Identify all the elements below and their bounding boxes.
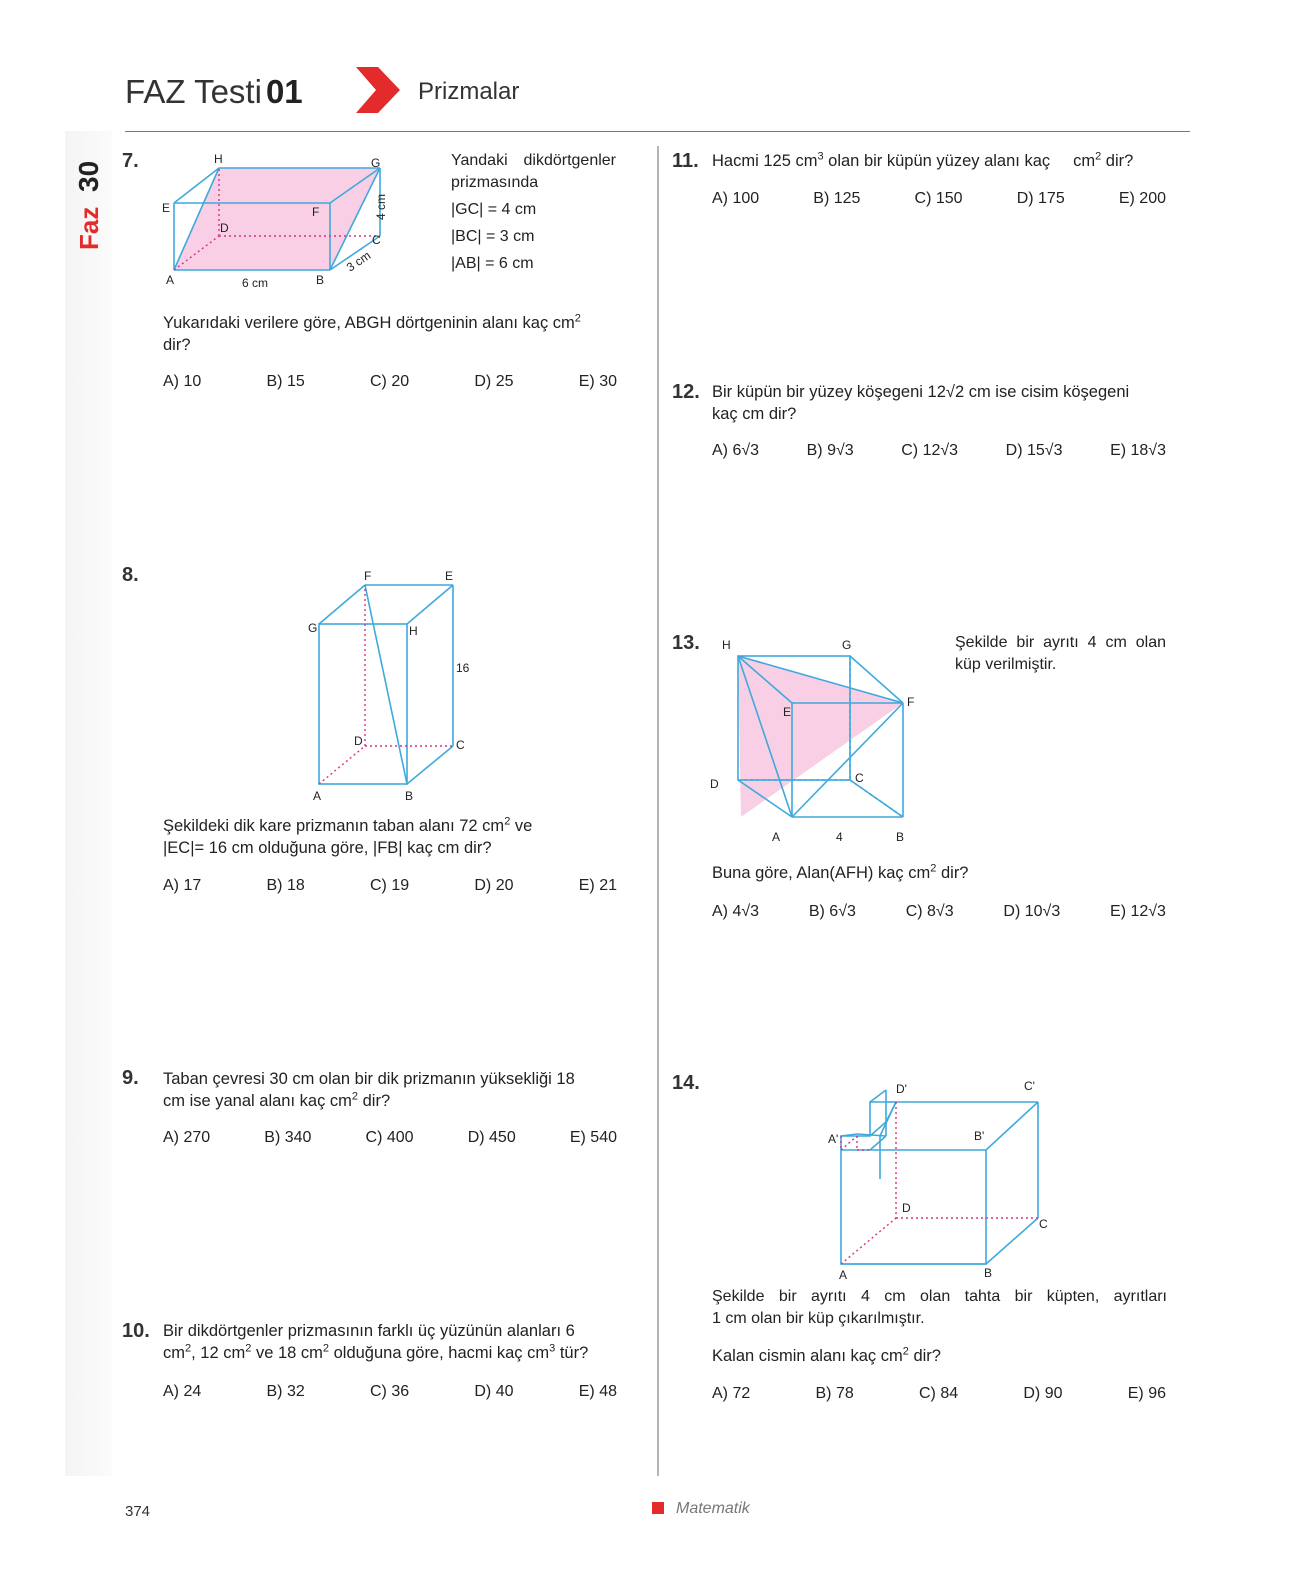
question-12-options (712, 442, 1166, 460)
question-11-options (712, 190, 1166, 208)
option-c[interactable]: C) 84 (919, 1385, 959, 1402)
dim-ab: 4 (836, 830, 843, 844)
question-number-13: 13. (672, 632, 700, 654)
option-a[interactable]: A) 24 (163, 1383, 202, 1400)
test-number: 01 (265, 73, 303, 110)
label-f: F (312, 205, 320, 219)
question-8-options (163, 877, 617, 895)
option-e[interactable]: E) 200 (1118, 190, 1166, 207)
label-a: A (772, 830, 781, 844)
label-b: B (316, 273, 325, 287)
label-a: A (313, 789, 322, 803)
option-b[interactable]: B) 340 (264, 1129, 312, 1146)
option-a[interactable]: A) 10 (163, 373, 202, 390)
label-b: B (984, 1266, 993, 1280)
option-c[interactable]: C) 19 (370, 877, 410, 894)
question-7-info: Yandaki dikdörtgenler prizmasında |GC| = 4 cm |BC| = 3 cm |AB| = 6 cm (451, 152, 616, 272)
label-f: F (364, 569, 372, 583)
option-d[interactable]: D) 175 (1016, 190, 1065, 207)
header-divider (125, 131, 1190, 132)
dim-ab: 6 cm (242, 276, 269, 290)
question-7-text: Yukarıdaki verilere göre, ABGH dörtgeninin alanı kaç $cm^2$ dir? (163, 312, 581, 354)
option-e[interactable]: E) 48 (578, 1383, 617, 1400)
label-d-prime: D' (896, 1082, 907, 1096)
option-a[interactable]: A) 6√3 (712, 442, 760, 459)
option-d[interactable]: D) 20 (474, 877, 514, 894)
option-e[interactable]: E) 18√3 (1110, 442, 1166, 459)
label-c: C (372, 233, 381, 247)
label-g: G (842, 638, 852, 652)
dim-bc: 3 cm (343, 248, 374, 275)
label-b: B (896, 830, 905, 844)
option-a[interactable]: A) 4√3 (712, 903, 760, 920)
question-number-12: 12. (672, 381, 700, 403)
label-d: D (710, 777, 719, 791)
option-c[interactable]: C) 8√3 (905, 903, 954, 920)
option-e[interactable]: E) 21 (578, 877, 617, 894)
option-b[interactable]: B) 18 (266, 877, 305, 894)
option-d[interactable]: D) 90 (1023, 1385, 1063, 1402)
label-h: H (409, 624, 418, 638)
option-c[interactable]: C) 12√3 (901, 442, 959, 459)
side-tab-number: 30 (73, 160, 104, 192)
label-e: E (445, 569, 454, 583)
question-number-8: 8. (122, 564, 139, 586)
option-d[interactable]: D) 40 (474, 1383, 514, 1400)
question-7-figure (160, 150, 420, 295)
option-d[interactable]: D) 450 (467, 1129, 516, 1146)
chevron-right-icon (356, 67, 402, 113)
question-13-text: Buna göre, Alan(AFH) kaç $cm^2$ dir? (712, 862, 969, 882)
question-14-question: Kalan cismin alanı kaç $cm^2$ dir? (712, 1345, 941, 1365)
label-e: E (162, 201, 171, 215)
question-7-options (163, 373, 617, 391)
option-c[interactable]: C) 400 (365, 1129, 414, 1146)
option-d[interactable]: D) 15√3 (1005, 442, 1063, 459)
question-8-figure (300, 565, 490, 810)
label-a: A (839, 1268, 848, 1282)
question-13-info: Şekilde bir ayrıtı 4 cm olan küp verilmiştir. (955, 634, 1166, 673)
label-b-prime: B' (974, 1129, 985, 1143)
option-b[interactable]: B) 6√3 (808, 903, 856, 920)
option-b[interactable]: B) 125 (813, 190, 861, 207)
dim-gc: 4 cm (374, 193, 388, 220)
option-b[interactable]: B) 15 (266, 373, 305, 390)
question-number-11: 11. (672, 150, 699, 172)
question-9-text: Taban çevresi 30 cm olan bir dik prizmanın yüksekliği 18 cm ise yanal alanı kaç $cm^2$ dir? (163, 1070, 575, 1110)
side-tab-logo (66, 150, 112, 260)
question-11-text: Hacmi 125 $cm^3$ olan bir küpün yüzey alanı kaç $cm^2$ dir? (712, 150, 1134, 170)
label-d: D (220, 221, 229, 235)
question-14-figure (820, 1078, 1060, 1283)
question-14-options (712, 1385, 1166, 1403)
side-tab-brand: Faz (74, 206, 104, 250)
question-10-options (163, 1383, 617, 1401)
option-c[interactable]: C) 36 (370, 1383, 410, 1400)
option-d[interactable]: D) 25 (474, 373, 514, 390)
label-a: A (166, 273, 175, 287)
option-c[interactable]: C) 20 (370, 373, 410, 390)
dim-ec: 16 (456, 661, 470, 675)
question-12-text: Bir küpün bir yüzey köşegeni 12√2 cm ise cisim köşegeni kaç cm dir? (712, 383, 1130, 423)
label-d: D (902, 1201, 911, 1215)
option-a[interactable]: A) 72 (712, 1385, 751, 1402)
option-a[interactable]: A) 100 (712, 190, 760, 207)
question-9-options (163, 1129, 617, 1147)
option-e[interactable]: E) 540 (569, 1129, 617, 1146)
shaded-abgh (174, 168, 380, 270)
label-h: H (722, 638, 731, 652)
footer-subject: Matematik (652, 1500, 750, 1518)
label-c: C (456, 738, 465, 752)
side-band (65, 131, 112, 1476)
option-b[interactable]: B) 9√3 (806, 442, 854, 459)
label-c: C (1039, 1217, 1048, 1231)
option-e[interactable]: E) 96 (1127, 1385, 1166, 1402)
label-h: H (214, 152, 223, 166)
label-a-prime: A' (828, 1132, 839, 1146)
option-d[interactable]: D) 10√3 (1003, 903, 1061, 920)
question-13-options (712, 903, 1166, 921)
page-number: 374 (125, 1503, 151, 1520)
option-a[interactable]: A) 270 (163, 1129, 211, 1146)
label-c-prime: C' (1024, 1079, 1035, 1093)
square-bullet-icon (652, 1502, 664, 1514)
label-d: D (354, 734, 363, 748)
question-10-text: Bir dikdörtgenler prizmasının farklı üç yüzünün alanları 6 $cm^2$, 12 $cm^2$ ve 18 $cm^2$ olduğuna göre, hacmi kaç $cm^3$ tür? (163, 1322, 589, 1362)
option-b[interactable]: B) 32 (266, 1383, 305, 1400)
question-number-7: 7. (122, 150, 139, 172)
column-divider (657, 146, 659, 1476)
option-e[interactable]: E) 12√3 (1110, 903, 1166, 920)
option-a[interactable]: A) 17 (163, 877, 202, 894)
label-g: G (308, 621, 318, 635)
label-f: F (907, 695, 915, 709)
question-number-14: 14. (672, 1072, 700, 1094)
label-e: E (783, 705, 792, 719)
test-title: FAZ Testi 01 (125, 73, 303, 110)
option-b[interactable]: B) 78 (815, 1385, 854, 1402)
question-14-text: Şekilde bir ayrıtı 4 cm olan tahta bir küpten, ayrıtları 1 cm olan bir küp çıkarılmıştır. (712, 1288, 1167, 1327)
option-c[interactable]: C) 150 (914, 190, 963, 207)
label-g: G (371, 156, 381, 170)
question-number-10: 10. (122, 1320, 150, 1342)
label-b: B (405, 789, 414, 803)
question-13-figure (705, 633, 930, 848)
topic-title: Prizmalar (418, 78, 520, 105)
option-e[interactable]: E) 30 (578, 373, 617, 390)
question-8-text: Şekildeki dik kare prizmanın taban alanı 72 $cm^2$ ve |EC|= 16 cm olduğuna göre, |FB| kaç cm dir? (163, 815, 533, 857)
label-c: C (855, 771, 864, 785)
question-number-9: 9. (122, 1067, 139, 1089)
